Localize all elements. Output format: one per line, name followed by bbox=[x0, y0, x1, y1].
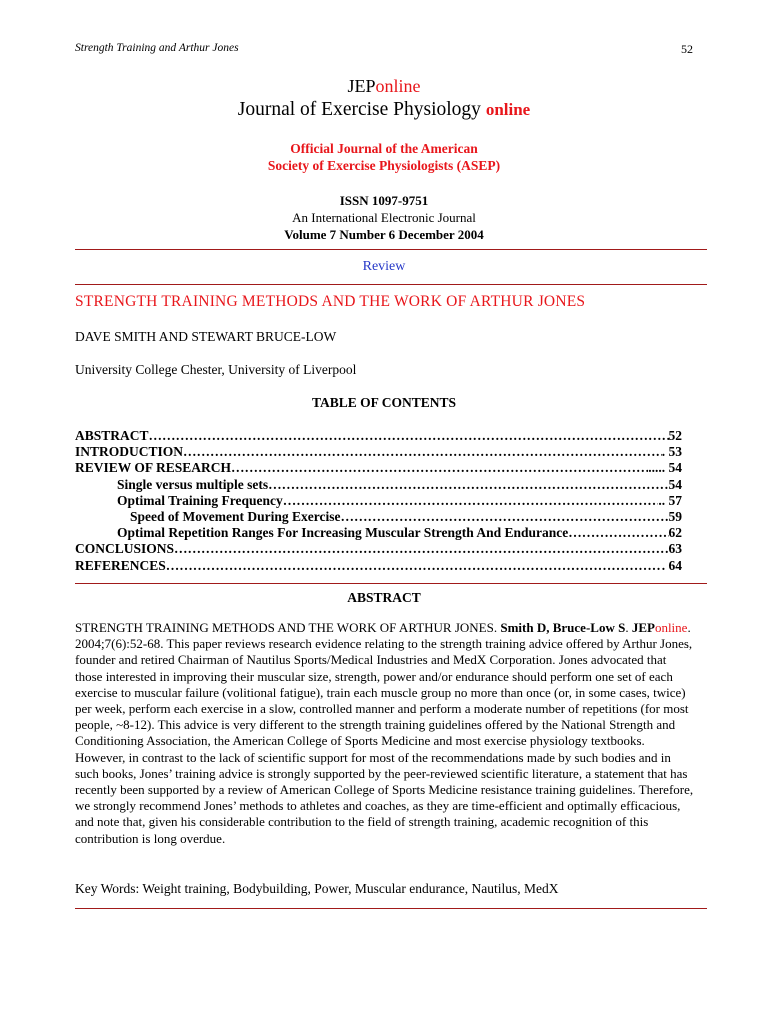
abstract-authors: Smith D, Bruce-Low S bbox=[500, 620, 626, 635]
article-affiliation: University College Chester, University of Liverpool bbox=[75, 362, 357, 377]
official-line-2: Society of Exercise Physiologists (ASEP) bbox=[267, 158, 501, 173]
toc-label: Optimal Training Frequency bbox=[117, 492, 283, 508]
toc-label: REFERENCES bbox=[75, 557, 166, 573]
journal-name-online: online bbox=[485, 100, 531, 119]
toc-page: . 53 bbox=[661, 444, 682, 460]
toc-label: ABSTRACT bbox=[75, 428, 149, 443]
toc-entry-abstract[interactable] bbox=[75, 428, 682, 444]
toc-entry-speed-of-movement[interactable] bbox=[75, 509, 682, 525]
official-line-1: Official Journal of the American bbox=[290, 141, 478, 156]
toc-label: Optimal Repetition Ranges For Increasing Muscular Strength And Endurance bbox=[117, 525, 569, 541]
toc-page: ..... 54 bbox=[648, 460, 682, 476]
toc-heading: TABLE OF CONTENTS bbox=[311, 395, 457, 410]
table-of-contents bbox=[75, 428, 682, 574]
divider bbox=[75, 284, 707, 285]
journal-name: Journal of Exercise Physiology bbox=[237, 99, 486, 120]
toc-entry-single-vs-multiple-sets[interactable] bbox=[75, 477, 682, 493]
divider bbox=[75, 908, 707, 909]
toc-page: 59 bbox=[668, 508, 682, 524]
issn: ISSN 1097-9751 bbox=[339, 193, 429, 208]
toc-entry-references[interactable] bbox=[75, 558, 682, 574]
toc-entry-review-of-research[interactable] bbox=[75, 460, 682, 476]
toc-page: 62 bbox=[668, 525, 682, 541]
toc-entry-introduction[interactable] bbox=[75, 444, 682, 460]
toc-page: .. 57 bbox=[658, 492, 682, 508]
toc-label: Single versus multiple sets bbox=[117, 476, 269, 492]
toc-entry-conclusions[interactable] bbox=[75, 541, 682, 557]
abstract-body: . 2004;7(6):52-68. This paper reviews research evidence relating to the strength training advice offered by Arthur Jones, founder and retired Chairman of Nautilus Sports/Medical Industries and MedX Corporation. Jones advocated that those interested in improving their muscular size, strength, power and/or endurance should perform one set of each exercise to muscular failure (volitional fatigue), train each muscle group no more than once (or, in some cases, twice) per week, perform each exercise in a slow, controlled manner and perform a moderate number of repetitions (for most people, ~8-12). This advice is very different to the strength training guidelines offered by the National Strength and Conditioning Association, the American College of Sports Medicine and most exercise physiology textbooks. However, in contrast to the lack of scientific support for most of the recommendations made by such bodies and in such books, Jones’ training advice is strongly supported by the peer-reviewed scientific literature, a statement that has recently been supported by a review of American College of Sports Medicine resistance training guidelines. Therefore, we strongly recommend Jones’ methods to athletes and coaches, as they are time-efficient and optimally efficacious, and note that, given his considerable contribution to the field of strength training, academic recognition of this contribution is long overdue. bbox=[75, 620, 694, 846]
article-authors: DAVE SMITH AND STEWART BRUCE-LOW bbox=[75, 329, 337, 344]
running-title: Strength Training and Arthur Jones bbox=[75, 42, 239, 54]
keywords: Key Words: Weight training, Bodybuilding, Power, Muscular endurance, Nautilus, MedX bbox=[75, 881, 559, 896]
toc-label: CONCLUSIONS bbox=[75, 541, 175, 557]
toc-entry-optimal-repetition-ranges[interactable] bbox=[75, 525, 682, 541]
toc-page: . 64 bbox=[661, 557, 682, 573]
journal-issue-info bbox=[0, 192, 768, 243]
page-number: 52 bbox=[681, 42, 693, 56]
official-journal-statement bbox=[0, 140, 768, 174]
toc-entry-optimal-training-frequency[interactable] bbox=[75, 493, 682, 509]
toc-label: REVIEW OF RESEARCH bbox=[75, 460, 232, 476]
abstract-heading: ABSTRACT bbox=[347, 590, 421, 605]
journal-short-red: online bbox=[375, 76, 421, 96]
abstract-journal-online: online bbox=[654, 620, 688, 635]
journal-short-name bbox=[0, 76, 768, 97]
abstract-journal-jep: JEP bbox=[631, 620, 655, 635]
abstract-article-title: STRENGTH TRAINING METHODS AND THE WORK OF ARTHUR JONES. bbox=[75, 620, 501, 635]
journal-short-black: JEP bbox=[347, 76, 376, 96]
toc-label: INTRODUCTION bbox=[75, 444, 184, 460]
divider bbox=[75, 583, 707, 584]
toc-page: 54 bbox=[668, 476, 682, 492]
journal-subtitle: An International Electronic Journal bbox=[292, 210, 476, 225]
toc-page: 52 bbox=[668, 428, 682, 443]
article-title: STRENGTH TRAINING METHODS AND THE WORK OF ARTHUR JONES bbox=[75, 293, 586, 310]
volume-info: Volume 7 Number 6 December 2004 bbox=[284, 227, 484, 242]
section-label: Review bbox=[362, 259, 406, 274]
divider bbox=[75, 249, 707, 250]
toc-page: 63 bbox=[668, 541, 682, 557]
toc-label: Speed of Movement During Exercise bbox=[130, 508, 341, 524]
journal-full-name bbox=[0, 99, 768, 121]
abstract-text: STRENGTH TRAINING METHODS AND THE WORK OF ARTHUR JONES. Smith D, Bruce-Low S. JEPonline. 2004;7(6):52-68. This paper reviews research evidence relating to the strength training advice offered by Arthur Jones, founder and retired Chairman of Nautilus Sports/Medical Industries and MedX Corporation. Jones advocated that those interested in improving their muscular size, strength, power and/or endurance should perform one set of each exercise to muscular failure (volitional fatigue), train each muscle group no more than once (or, in some cases, twice) per week, perform each exercise in a slow, controlled manner and perform a moderate number of repetitions (for most people, ~8-12). This advice is very different to the strength training guidelines offered by the National Strength and Conditioning Association, the American College of Sports Medicine and most exercise physiology textbooks. However, in contrast to the lack of scientific support for most of the recommendations made by such bodies and in such books, Jones’ training advice is strongly supported by the peer-reviewed scientific literature, a statement that has recently been supported by a review of American College of Sports Medicine resistance training guidelines. Therefore, we strongly recommend Jones’ methods to athletes and coaches, as they are time-efficient and optimally efficacious, and note that, given his considerable contribution to the field of strength training, academic recognition of this contribution is long overdue. bbox=[75, 620, 694, 846]
